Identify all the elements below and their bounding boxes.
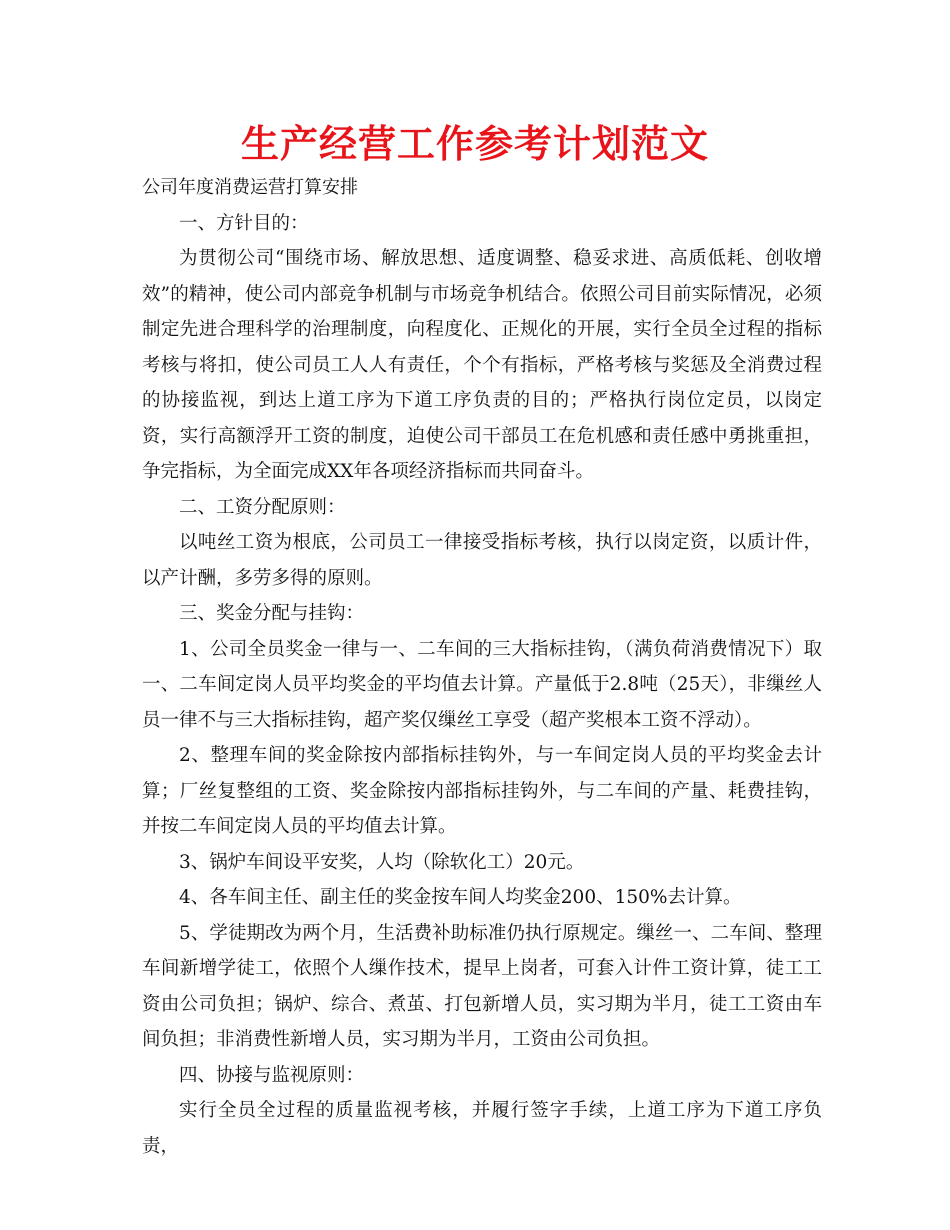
paragraph-supervision: 实行全员全过程的质量监视考核，并履行签字手续，上道工序为下道工序负责，: [142, 1100, 822, 1157]
paragraph-goals: 为贯彻公司“围绕市场、解放思想、适度调整、稳妥求进、高质低耗、创收增效”的精神，使公司内部竞争机制与市场竞争机结合。依照公司目前实际情况，必须制定先进合理科学的治理制度，向程度化、正规化的开展，实行全员全过程的指标考核与将扣，使公司员工人人有责任，个个有指标，严格考核与奖惩及全消费过程的协接监视，到达上道工序为下道工序负责的目的；严格执行岗位定员，以岗定资，实行高额浮开工资的制度，迫使公司干部员工在危机感和责任感中勇挑重担，争完指标，为全面完成XX年各项经济指标而共同奋斗。: [142, 248, 822, 482]
section-heading-goals: 一、方针目的：: [179, 212, 309, 234]
paragraph-plan-heading: 公司年度消费运营打算安排: [142, 177, 358, 198]
paragraph-bonus-4: 4、各车间主任、副主任的奖金按车间人均奖金200、150%去计算。: [179, 887, 742, 908]
document-body: [142, 170, 822, 1164]
document-title: 生产经营工作参考计划范文: [240, 122, 709, 166]
paragraph-bonus-1: 1、公司全员奖金一律与一、二车间的三大指标挂钩，（满负荷消费情况下）取一、二车间定岗人员平均奖金的平均值去计算。产量低于2.8吨（25天），非缫丝人员一律不与三大指标挂钩，超产奖仅缫丝工享受（超产奖根本工资不浮动）。: [142, 638, 822, 731]
section-heading-supervision: 四、协接与监视原则：: [179, 1064, 365, 1086]
section-heading-wage-principles: 二、工资分配原则：: [179, 496, 346, 518]
paragraph-bonus-5: 5、学徒期改为两个月，生活费补助标准仍执行原规定。缫丝一、二车间、整理车间新增学徒工，依照个人缫作技术，提早上岗者，可套入计件工资计算，徒工工资由公司负担；锅炉、综合、煮茧、打包新增人员，实习期为半月，徒工工资由车间负担；非消费性新增人员，实习期为半月，工资由公司负担。: [142, 922, 822, 1050]
paragraph-bonus-3: 3、锅炉车间设平安奖，人均（除软化工）20元。: [179, 851, 585, 873]
section-heading-bonus: 三、奖金分配与挂钩：: [179, 603, 365, 624]
paragraph-bonus-2: 2、整理车间的奖金除按内部指标挂钩外，与一车间定岗人员的平均奖金去计算；厂丝复整组的工资、奖金除按内部指标挂钩外，与二车间的产量、耗费挂钩，并按二车间定岗人员的平均值去计算。: [142, 745, 822, 837]
paragraph-wage-principles: 以吨丝工资为根底，公司员工一律接受指标考核，执行以岗定资，以质计件，以产计酬，多劳多得的原则。: [142, 532, 822, 589]
